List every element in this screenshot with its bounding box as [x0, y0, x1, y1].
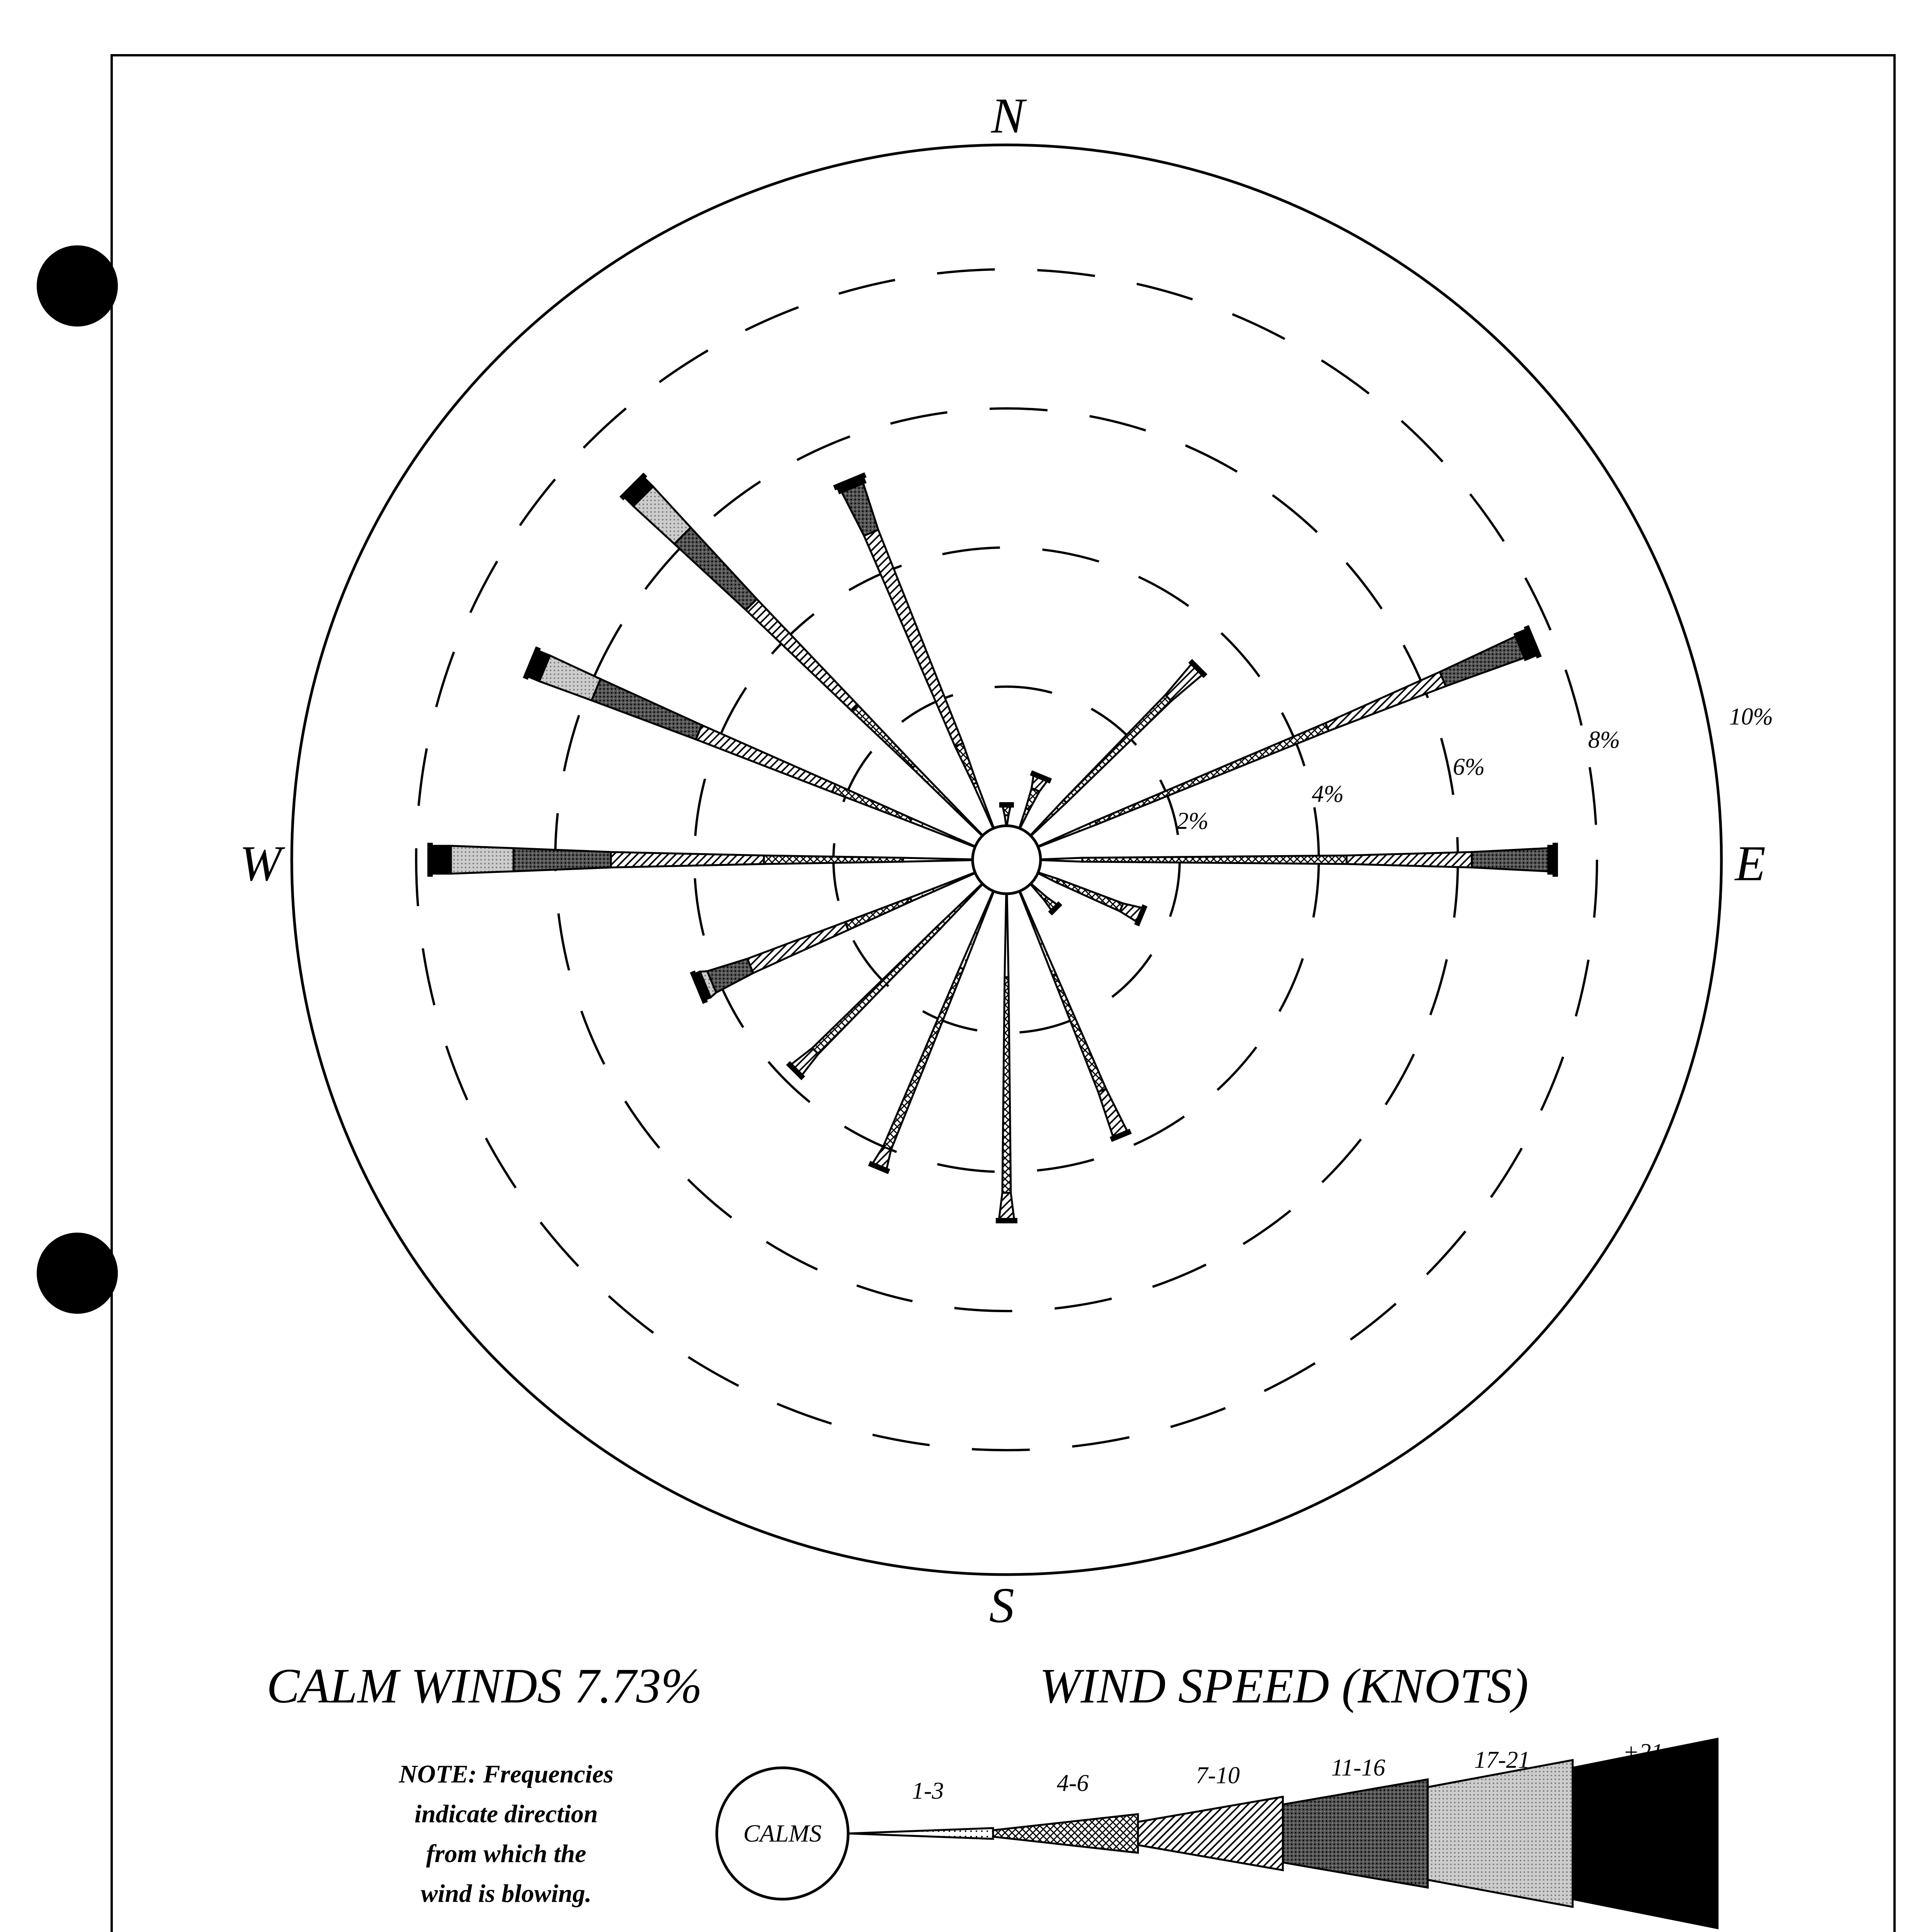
compass-south-label: S: [989, 1578, 1014, 1633]
legend-label-7-10: 7-10: [1196, 1762, 1240, 1789]
petal-segment-s-7-10: [999, 1193, 1014, 1221]
legend-label-1-3: 1-3: [912, 1778, 944, 1804]
petal-segment-w-17-21: [451, 846, 514, 874]
petal-segment-e-1-3: [1041, 858, 1082, 862]
petal-segment-ne-4-6: [1064, 695, 1172, 803]
petal-segment-sse-4-6: [1053, 974, 1106, 1092]
petal-segment-w-4-6: [764, 855, 903, 864]
petal-segment-ssw-4-6: [883, 968, 964, 1150]
petal-segment-nnw-1-3: [973, 782, 994, 828]
petal-ese: [1038, 872, 1145, 925]
calm-winds-label: CALM WINDS 7.73%: [267, 1658, 702, 1713]
petal-segment-nnw-11-16: [842, 483, 878, 536]
ring-label-10: 10%: [1729, 704, 1773, 730]
petal-segment-w-11-16: [514, 848, 611, 871]
petal-segment-se-1-3: [1031, 884, 1047, 900]
petal-wnw: [525, 647, 975, 847]
petal-segment-wsw-1-3: [910, 872, 976, 901]
legend-swatch-+21: [1573, 1739, 1718, 1928]
petal-e: [1041, 843, 1555, 877]
petal-sse: [1019, 891, 1131, 1139]
petal-segment-ene-11-16: [1440, 636, 1524, 686]
petal-segment-w-+21: [430, 846, 451, 874]
petal-segment-sse-7-10: [1098, 1089, 1128, 1138]
legend-label-17-21: 17-21: [1474, 1747, 1530, 1773]
legend-swatch-11-16: [1283, 1779, 1428, 1888]
legend-label-4-6: 4-6: [1057, 1770, 1089, 1796]
legend-swatch-4-6: [993, 1814, 1138, 1853]
legend-label-21-plus: +21: [1623, 1739, 1663, 1765]
petal-segment-e-7-10: [1347, 852, 1472, 867]
petal-segment-sw-1-3: [937, 884, 983, 930]
petal-w: [430, 843, 973, 877]
calm-center-circle: [973, 826, 1041, 894]
petal-segment-w-7-10: [611, 852, 764, 867]
petal-segment-wnw-17-21: [539, 656, 600, 701]
compass-west-label: W: [240, 836, 282, 891]
petal-segment-e-11-16: [1472, 848, 1548, 871]
petal-segment-e-4-6: [1082, 855, 1347, 864]
petal-segment-w-1-3: [903, 858, 973, 862]
compass-east-label: E: [1735, 836, 1766, 891]
legend-title: WIND SPEED (KNOTS): [1039, 1658, 1529, 1713]
note-line-2: indicate direction: [414, 1800, 598, 1828]
note-line-4: wind is blowing.: [421, 1879, 592, 1908]
petal-segment-nw-4-6: [852, 705, 915, 768]
note-line-1: NOTE: Frequencies: [399, 1760, 614, 1788]
note-line-3: from which the: [426, 1840, 587, 1868]
legend-swatch-17-21: [1428, 1760, 1573, 1907]
petal-ene: [1038, 626, 1539, 847]
petal-segment-s-1-3: [1005, 894, 1009, 977]
legend-swatch-1-3: [848, 1828, 993, 1839]
petal-segment-wnw-11-16: [592, 679, 702, 739]
note-text: [359, 1754, 653, 1913]
compass-north-label: N: [991, 88, 1025, 144]
ring-label-8: 8%: [1588, 727, 1620, 753]
legend-label-11-16: 11-16: [1331, 1755, 1386, 1781]
petal-segment-wnw-4-6: [832, 784, 912, 822]
petal-se: [1031, 884, 1061, 914]
legend-swatch-7-10: [1138, 1797, 1283, 1870]
ring-label-2: 2%: [1177, 808, 1209, 834]
petal-segment-ese-1-3: [1038, 872, 1058, 883]
petal-segment-wsw-7-10: [747, 922, 848, 973]
petal-s: [996, 894, 1017, 1221]
petal-segment-sw-4-6: [812, 927, 940, 1054]
petal-segment-wnw-7-10: [696, 725, 835, 792]
petal-segment-ene-1-3: [1038, 821, 1097, 847]
petal-nnw: [834, 475, 994, 828]
petal-n: [999, 805, 1014, 826]
petal-segment-ese-4-6: [1056, 879, 1123, 912]
ring-label-6: 6%: [1453, 754, 1485, 780]
petal-segment-ene-7-10: [1325, 672, 1446, 731]
petal-segment-s-4-6: [1002, 977, 1011, 1193]
petal-segment-nnw-4-6: [955, 743, 977, 784]
petal-segment-ne-1-3: [1031, 800, 1066, 836]
ring-label-4: 4%: [1312, 781, 1344, 807]
legend-calms-label: CALMS: [743, 1820, 822, 1847]
petal-segment-nne-1-3: [1019, 808, 1029, 828]
petal-segment-wnw-1-3: [910, 818, 976, 847]
petal-segment-n-1-3: [1005, 815, 1009, 826]
petal-segment-wsw-4-6: [845, 898, 912, 930]
petal-segment-nw-7-10: [746, 599, 857, 711]
petal-segment-nw-11-16: [674, 527, 757, 610]
